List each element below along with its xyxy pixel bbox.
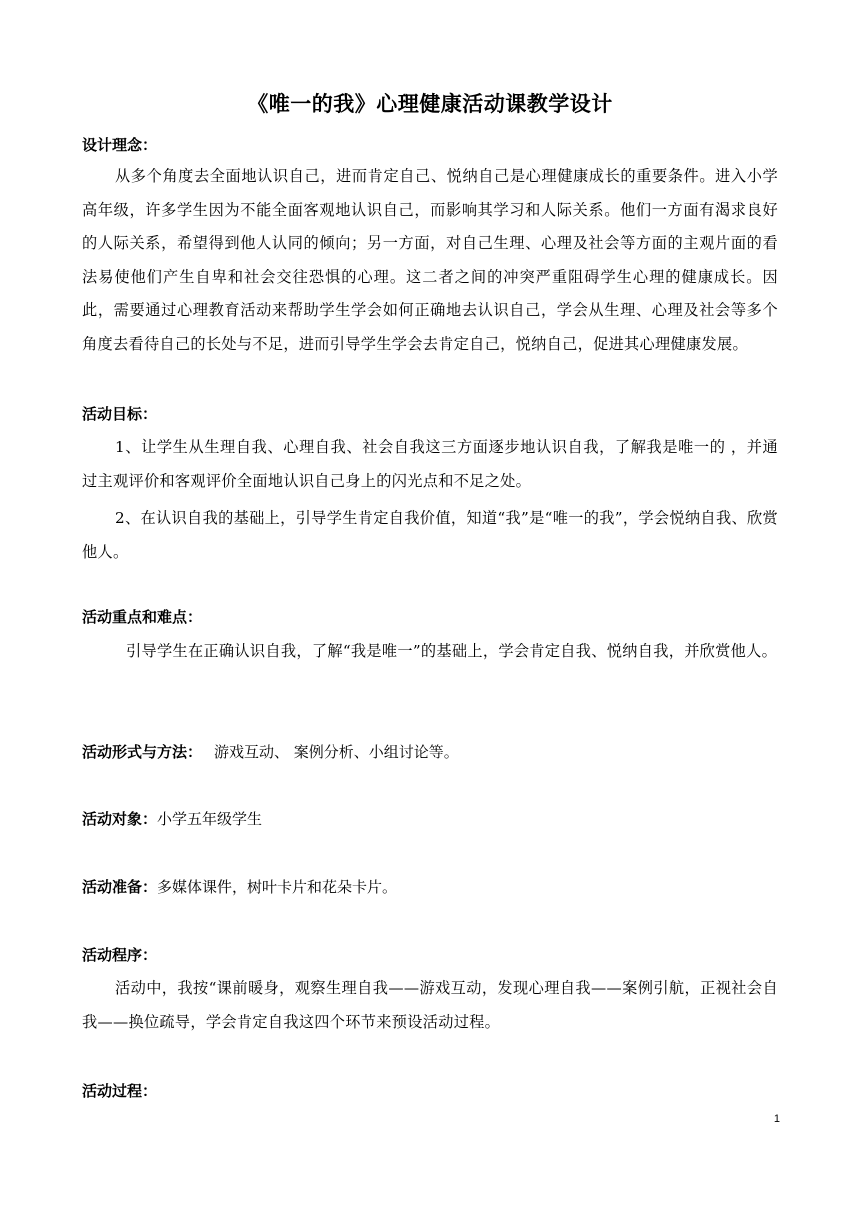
heading-objectives: 活动目标： (82, 405, 158, 423)
row-forms-methods (82, 741, 778, 763)
label-target: 活动对象： (82, 810, 158, 828)
objective-item-1: 1、让学生从生理自我、心理自我、社会自我这三方面逐步地认识自我，了解我是唯一的 ，并通过主观评价和客观评价全面地认识自己身上的闪光点和不足之处。 (82, 438, 778, 490)
objective-item-2: 2、在认识自我的基础上，引导学生肯定自我价值，知道“我”是“唯一的我”，学会悦纳自我、欣赏他人。 (82, 509, 778, 561)
paragraph-key-points: 引导学生在正确认识自我，了解“我是唯一”的基础上，学会肯定自我、悦纳自我，并欣赏他人。 (126, 642, 778, 660)
row-preparation (82, 876, 778, 898)
paragraph-design-concept: 从多个角度去全面地认识自己，进而肯定自己、悦纳自己是心理健康成长的重要条件。进入小学高年级，许多学生因为不能全面客观地认识自己，而影响其学习和人际关系。他们一方面有渴求良好的人际关系，希望得到他人认同的倾向；另一方面，对自己生理、心理及社会等方面的主观片面的看法易使他们产生自卑和社会交往恐惧的心理。这二者之间的冲突严重阻碍学生心理的健康成长。因此，需要通过心理教育活动来帮助学生学会如何正确地去认识自己，学会从生理、心理及社会等多个角度去看待自己的长处与不足，进而引导学生学会去肯定自己，悦纳自己，促进其心理健康发展。 (82, 167, 778, 353)
label-preparation: 活动准备： (82, 878, 158, 896)
page-number: 1 (773, 1113, 780, 1125)
page-title: 《唯一的我》心理健康活动课教学设计 (247, 92, 613, 116)
value-target: 小学五年级学生 (157, 810, 263, 828)
paragraph-procedure: 活动中，我按“课前暖身，观察生理自我——游戏互动，发现心理自我——案例引航，正视社会自我——换位疏导，学会肯定自我这四个环节来预设活动过程。 (82, 979, 778, 1031)
heading-key-points: 活动重点和难点： (82, 608, 203, 626)
heading-process: 活动过程： (82, 1082, 158, 1100)
value-forms-methods: 游戏互动、 案例分析、小组讨论等。 (214, 743, 459, 761)
heading-procedure: 活动程序： (82, 946, 158, 964)
row-target (82, 808, 778, 830)
label-forms-methods: 活动形式与方法： (82, 743, 203, 761)
value-preparation: 多媒体课件，树叶卡片和花朵卡片。 (157, 878, 398, 896)
heading-design-concept: 设计理念： (82, 136, 158, 154)
